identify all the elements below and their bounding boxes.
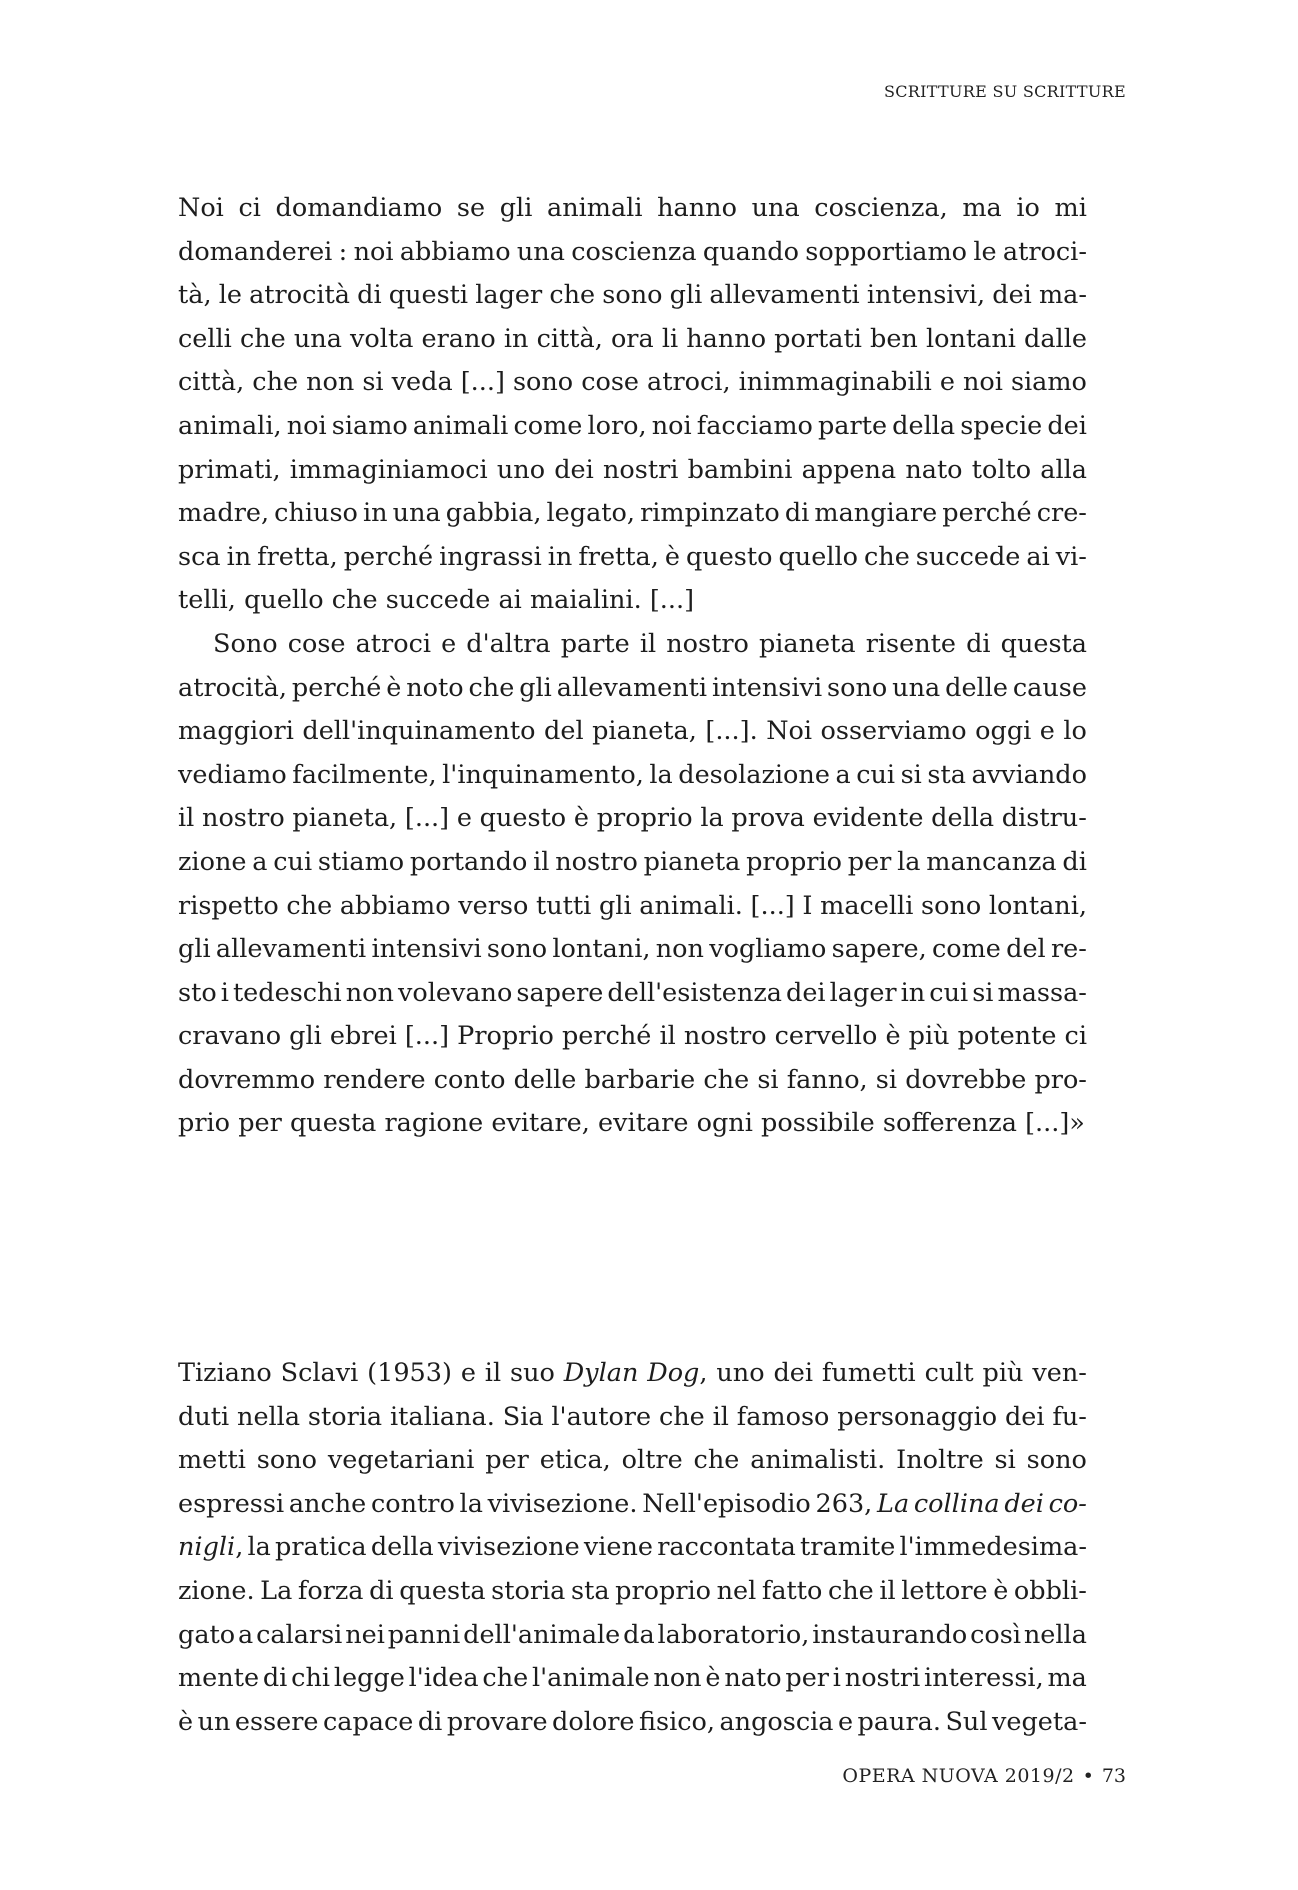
running-head: SCRITTURE SU SCRITTURE xyxy=(883,82,1126,101)
text-line: zione. La forza di questa storia sta proprio nel fatto che il lettore è obbli- xyxy=(178,1575,1087,1606)
text-line: domanderei : noi abbiamo una coscienza quando sopportiamo le atroci- xyxy=(178,236,1087,267)
journal-issue: OPERA NUOVA 2019/2 xyxy=(842,1765,1075,1787)
text-line: vediamo facilmente, l'inquinamento, la desolazione a cui si sta avviando xyxy=(178,759,1087,790)
text-line: sto i tedeschi non volevano sapere dell'esistenza dei lager in cui si massa- xyxy=(178,977,1087,1008)
text-line: gli allevamenti intensivi sono lontani, non vogliamo sapere, come del re- xyxy=(178,934,1087,965)
text-line: Sono cose atroci e d'altra parte il nostro pianeta risente di questa xyxy=(213,628,1087,659)
text-line: celli che una volta erano in città, ora li hanno portati ben lontani dalle xyxy=(178,323,1087,354)
text-line: metti sono vegetariani per etica, oltre che animalisti. Inoltre si sono xyxy=(178,1445,1087,1476)
text-line: madre, chiuso in una gabbia, legato, rimpinzato di mangiare perché cre- xyxy=(178,498,1087,529)
text-line: rispetto che abbiamo verso tutti gli animali. [...] I macelli sono lontani, xyxy=(178,890,1087,921)
text-line: il nostro pianeta, [...] e questo è proprio la prova evidente della distru- xyxy=(178,803,1087,834)
text-line: tà, le atrocità di questi lager che sono gli allevamenti intensivi, dei ma- xyxy=(178,280,1087,311)
footer-separator: • xyxy=(1082,1765,1094,1787)
text-line: città, che non si veda [...] sono cose atroci, inimmaginabili e noi siamo xyxy=(178,367,1087,398)
text-line: sca in fretta, perché ingrassi in fretta, è questo quello che succede ai vi- xyxy=(178,541,1087,572)
text-line: atrocità, perché è noto che gli allevamenti intensivi sono una delle cause xyxy=(178,672,1087,703)
text-line: cravano gli ebrei [...] Proprio perché il nostro cervello è più potente ci xyxy=(178,1021,1087,1052)
text-line: gato a calarsi nei panni dell'animale da laboratorio, instaurando così nella xyxy=(178,1619,1087,1650)
text-line: animali, noi siamo animali come loro, noi facciamo parte della specie dei xyxy=(178,410,1087,441)
page-number: 73 xyxy=(1101,1765,1126,1787)
text-line: nigli, la pratica della vivisezione viene raccontata tramite l'immedesima- xyxy=(178,1532,1087,1563)
text-line: mente di chi legge l'idea che l'animale non è nato per i nostri interessi, ma xyxy=(178,1663,1087,1694)
text-line: telli, quello che succede ai maialini. [...] xyxy=(178,585,695,616)
text-line: Tiziano Sclavi (1953) e il suo Dylan Dog, uno dei fumetti cult più ven- xyxy=(178,1358,1087,1388)
text-line: prio per questa ragione evitare, evitare ogni possibile sofferenza [...]» xyxy=(178,1108,1085,1139)
text-line: zione a cui stiamo portando il nostro pianeta proprio per la mancanza di xyxy=(178,846,1087,877)
quote-block xyxy=(178,187,1087,1146)
text-line: dovremmo rendere conto delle barbarie che si fanno, si dovrebbe pro- xyxy=(178,1064,1087,1095)
page-footer xyxy=(842,1765,1126,1787)
text-line: è un essere capace di provare dolore fisico, angoscia e paura. Sul vegeta- xyxy=(178,1706,1087,1737)
text-line: Noi ci domandiamo se gli animali hanno una coscienza, ma io mi xyxy=(178,193,1087,223)
text-line: primati, immaginiamoci uno dei nostri bambini appena nato tolto alla xyxy=(178,454,1087,485)
text-line: maggiori dell'inquinamento del pianeta, [...]. Noi osserviamo oggi e lo xyxy=(178,716,1087,747)
body-paragraph xyxy=(178,1352,1087,1744)
text-line: espressi anche contro la vivisezione. Nell'episodio 263, La collina dei co- xyxy=(178,1488,1087,1519)
text-line: duti nella storia italiana. Sia l'autore che il famoso personaggio dei fu- xyxy=(178,1401,1087,1432)
